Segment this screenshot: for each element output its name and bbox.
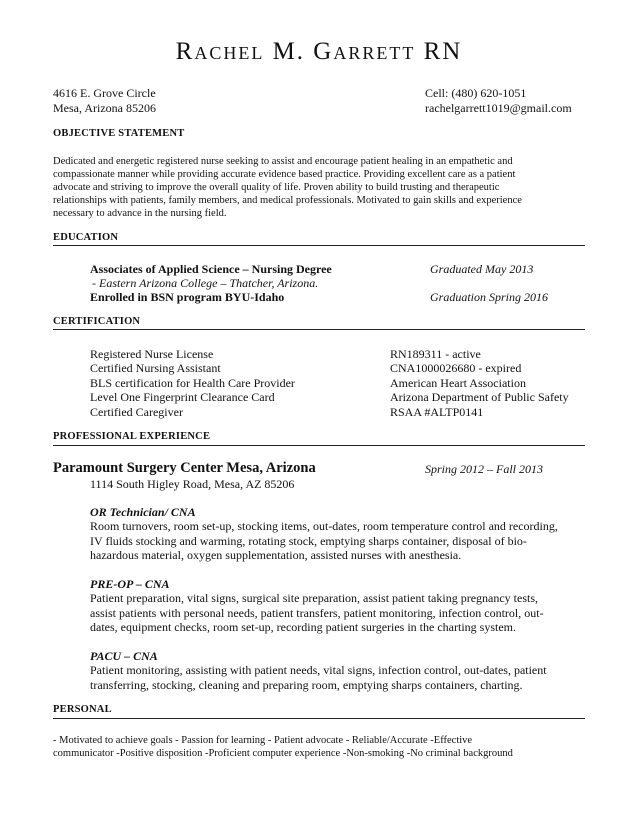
address-line-2: Mesa, Arizona 85206 <box>53 101 156 115</box>
certification-detail: CNA1000026680 - expired <box>390 361 522 375</box>
degree-date: Graduated May 2013 <box>430 262 534 276</box>
role-description-line: dates, equipment checks, room set-up, recording patient surgeries in the charting system. <box>90 620 516 634</box>
objective-line: compassionate manner while providing accurate evidence based practice. Providing excellent care as a patient <box>53 169 516 180</box>
phone-number: Cell: (480) 620-1051 <box>425 86 527 100</box>
role-description-line: Room turnovers, room set-up, stocking items, out-dates, room temperature control and recording, <box>90 519 558 533</box>
certification-heading: CERTIFICATION <box>53 316 141 327</box>
role-description-line: Patient preparation, vital signs, surgical site preparation, assist patient taking pregnancy tests, <box>90 591 539 605</box>
certification-name: Certified Nursing Assistant <box>90 361 221 375</box>
section-divider <box>53 445 585 446</box>
employer-name: Paramount Surgery Center Mesa, Arizona <box>53 460 316 476</box>
objective-line: necessary to advance in the nursing field. <box>53 208 227 219</box>
personal-traits-line: - Motivated to achieve goals - Passion for learning - Patient advocate - Reliable/Accurate -Effective <box>53 735 473 746</box>
role-description-line: assist patients with personal needs, patient transfers, patient monitoring, infection control, out- <box>90 606 544 620</box>
role-description-line: IV fluids stocking and warming, rotating stock, emptying sharps container, disposal of bio- <box>90 534 527 548</box>
objective-heading: OBJECTIVE STATEMENT <box>53 128 185 139</box>
personal-traits-line: communicator -Positive disposition -Proficient computer experience -Non-smoking -No criminal background <box>53 748 513 759</box>
school-name: - Eastern Arizona College – Thatcher, Arizona. <box>92 276 319 290</box>
objective-line: advocate and striving to improve the overall quality of life. Proven ability to build trusting and therapeutic <box>53 182 500 193</box>
certification-name: Registered Nurse License <box>90 347 214 361</box>
degree-title: Associates of Applied Science – Nursing Degree <box>90 262 332 276</box>
experience-heading: PROFESSIONAL EXPERIENCE <box>53 431 211 442</box>
role-description-line: Patient monitoring, assisting with patient needs, vital signs, infection control, out-dates, patient <box>90 663 547 677</box>
role-title: OR Technician/ CNA <box>90 505 196 519</box>
role-title: PACU – CNA <box>90 649 158 663</box>
personal-heading: PERSONAL <box>53 704 112 715</box>
employer-address: 1114 South Higley Road, Mesa, AZ 85206 <box>90 477 295 491</box>
certification-detail: RN189311 - active <box>390 347 481 361</box>
certification-detail: American Heart Association <box>390 376 526 390</box>
certification-name: Level One Fingerprint Clearance Card <box>90 390 275 404</box>
section-divider <box>53 329 585 330</box>
address-line-1: 4616 E. Grove Circle <box>53 86 156 100</box>
objective-line: Dedicated and energetic registered nurse seeking to assist and encourage patient healing in an empathetic and <box>53 156 513 167</box>
employment-dates: Spring 2012 – Fall 2013 <box>425 462 544 476</box>
role-description-line: hazardous material, oxygen supplementation, assisted nurses with anesthesia. <box>90 548 462 562</box>
bsn-date: Graduation Spring 2016 <box>430 290 549 304</box>
bsn-program: Enrolled in BSN program BYU-Idaho <box>90 290 285 304</box>
resume-name: Rachel M. Garrett RN <box>175 38 463 65</box>
certification-detail: Arizona Department of Public Safety <box>390 390 569 404</box>
objective-line: relationships with patients, family members, and medical professionals. Motivated to gain skills and experience <box>53 195 522 206</box>
role-title: PRE-OP – CNA <box>90 577 170 591</box>
certification-name: BLS certification for Health Care Provider <box>90 376 295 390</box>
role-description-line: transferring, stocking, cleaning and preparing room, emptying sharps containers, charting. <box>90 678 523 692</box>
education-heading: EDUCATION <box>53 232 119 243</box>
certification-name: Certified Caregiver <box>90 405 183 419</box>
section-divider <box>53 718 585 719</box>
certification-detail: RSAA #ALTP0141 <box>390 405 484 419</box>
email-address: rachelgarrett1019@gmail.com <box>425 101 572 115</box>
section-divider <box>53 245 585 246</box>
